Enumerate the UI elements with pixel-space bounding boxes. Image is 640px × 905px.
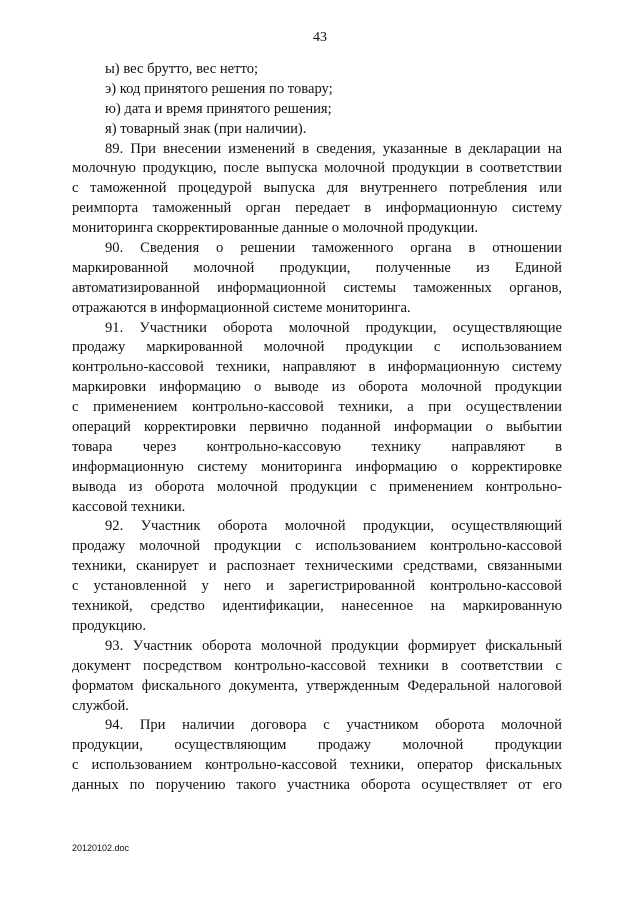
paragraph-line: 91. Участники оборота молочной продукции, осуществляющие [105,319,562,336]
paragraph-line: с применением контрольно-кассовой техники, а при осуществлении [72,399,562,416]
paragraph-line: с установленной у него и зарегистрированной контрольно-кассовой [72,578,562,595]
paragraph-line: продажу маркированной молочной продукции с использованием [72,339,562,356]
paragraph-line: данных по поручению такого участника оборота осуществляет от его [72,777,562,794]
paragraph-line: автоматизированной информационной системы таможенных органов, [72,279,562,296]
paragraph-line: молочную продукцию, после выпуска молочной продукции в соответствии [72,160,562,177]
paragraph [72,140,562,239]
paragraph-line: с таможенной процедурой выпуска для внутреннего потребления или [72,180,562,197]
paragraph-line: 94. При наличии договора с участником оборота молочной [105,717,562,734]
paragraph-line: 90. Сведения о решении таможенного органа в отношении [105,240,562,257]
list-item: ю) дата и время принятого решения; [105,100,332,117]
list-item: э) код принятого решения по товару; [105,80,333,97]
paragraph-line: кассовой техники. [72,498,186,515]
paragraph-line: продукцию. [72,617,146,634]
document-body [72,60,562,796]
paragraph-line: вывода из оборота молочной продукции с применением контрольно- [72,478,562,495]
paragraph-line: 92. Участник оборота молочной продукции, осуществляющий [105,518,562,535]
paragraph-line: службой. [72,697,129,714]
paragraph-line: с использованием контрольно-кассовой техники, оператор фискальных [72,757,562,774]
list-item: ы) вес брутто, вес нетто; [105,61,259,77]
paragraph-line: 89. При внесении изменений в сведения, указанные в декларации на [105,140,562,157]
paragraph-line: форматом фискального документа, утвержденным Федеральной налоговой [72,677,562,694]
paragraph [72,319,562,518]
paragraph-line: реимпорта таможенный орган передает в информационную систему [72,200,562,217]
paragraph-line: продукции, осуществляющим продажу молочной продукции [72,737,562,754]
paragraph-line: контрольно-кассовой техники, направляют в информационную систему [72,359,562,376]
list-items [72,60,562,140]
paragraph-line: маркировки информацию о выводе из оборота молочной продукции [72,379,562,396]
paragraph [72,637,562,717]
paragraph-line: операций корректировки первично поданной информации о выбытии [72,419,562,436]
paragraph-line: отражаются в информационной системе мониторинга. [72,299,411,316]
paragraph-line: 93. Участник оборота молочной продукции формирует фискальный [105,637,562,654]
paragraph [72,517,562,636]
paragraph-line: техникой, средство идентификации, нанесенное на маркированную [72,598,562,615]
paragraph-line: информационную систему мониторинга информацию о корректировке [72,458,562,475]
paragraph-line: мониторинга скорректированные данные о молочной продукции. [72,220,478,237]
paragraph [72,716,562,796]
paragraph-line: продажу молочной продукции с использованием контрольно-кассовой [72,538,562,555]
paragraph-line: документ посредством контрольно-кассовой техники в соответствии с [72,657,562,674]
paragraph-line: товара через контрольно-кассовую технику направляют в [72,438,562,455]
page-number: 43 [313,30,327,45]
paragraph-line: техники, сканирует и распознает техническими средствами, связанными [72,558,562,575]
paragraph-line: маркированной молочной продукции, полученные из Единой [72,259,562,276]
list-item: я) товарный знак (при наличии). [105,120,307,137]
document-filename: 20120102.doc [72,843,130,853]
paragraphs [72,140,562,796]
paragraph [72,239,562,319]
